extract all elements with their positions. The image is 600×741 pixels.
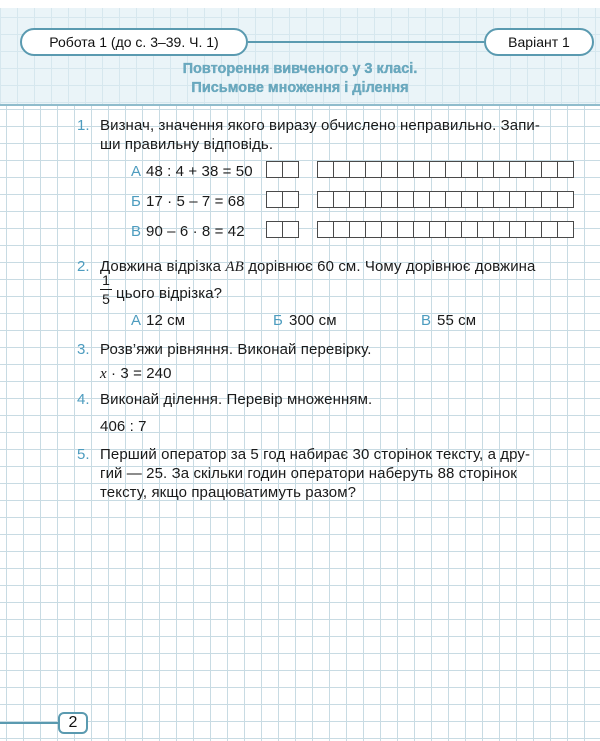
task-number: 2. <box>77 258 90 275</box>
answer-checkbox[interactable] <box>266 191 298 208</box>
task-text-line2: гий — 25. За скільки годин оператори наберуть 88 сторінок <box>100 465 517 482</box>
option-expression: 48 : 4 + 38 = 50 <box>146 163 253 180</box>
answer-cells[interactable] <box>317 161 573 178</box>
fraction-numerator: 1 <box>102 272 110 288</box>
task-number: 4. <box>77 391 90 408</box>
task-text-line1: Розв’яжи рівняння. Виконай перевірку. <box>100 341 372 358</box>
variant-label: Варіант 1 <box>484 28 594 56</box>
option-expression: 17 · 5 – 7 = 68 <box>146 193 245 210</box>
task-text-line1: Довжина відрізка AB дорівнює 60 см. Чому дорівнює довжина <box>100 258 536 275</box>
option-letter[interactable]: Б <box>273 312 283 329</box>
footer-line <box>0 722 58 724</box>
page-number: 2 <box>58 712 88 734</box>
task-text-line2: цього відрізка? <box>116 285 223 302</box>
equation: x · 3 = 240 <box>100 365 172 382</box>
option-letter[interactable]: В <box>421 312 432 329</box>
answer-cells[interactable] <box>317 191 573 208</box>
segment-name: AB <box>225 259 244 275</box>
answer-checkbox[interactable] <box>266 161 298 178</box>
option-value[interactable]: 300 см <box>289 312 337 329</box>
option-value[interactable]: 55 см <box>437 312 477 329</box>
task-text-line1: Перший оператор за 5 год набирає 30 сторінок тексту, а дру- <box>100 446 531 463</box>
option-value[interactable]: 12 см <box>146 312 186 329</box>
work-label: Робота 1 (до с. 3–39. Ч. 1) <box>20 28 248 56</box>
division-expression: 406 : 7 <box>100 418 147 435</box>
section-title-line2: Письмове множення і ділення <box>191 80 409 96</box>
option-letter[interactable]: А <box>131 312 142 329</box>
task-number: 1. <box>77 117 90 134</box>
option-letter: В <box>131 223 142 240</box>
answer-cells[interactable] <box>317 221 573 238</box>
section-title-line1: Повторення вивченого у 3 класі. <box>182 61 418 77</box>
option-expression: 90 – 6 · 8 = 42 <box>146 223 245 240</box>
fraction-denominator: 5 <box>102 291 110 307</box>
task-text-line1: Визнач, значення якого виразу обчислено неправильно. Запи- <box>100 117 541 134</box>
task-text-line3: тексту, якщо працюватимуть разом? <box>100 484 357 501</box>
task-number: 3. <box>77 341 90 358</box>
answer-checkbox[interactable] <box>266 221 298 238</box>
fraction <box>100 272 112 307</box>
task-text-line1: Виконай ділення. Перевір множенням. <box>100 391 373 408</box>
top-margin <box>0 0 600 8</box>
task-number: 5. <box>77 446 90 463</box>
header-connector-line <box>248 41 484 43</box>
task-text-line2: ши правильну відповідь. <box>100 136 274 153</box>
header-divider <box>0 104 600 106</box>
option-letter: А <box>131 163 142 180</box>
option-letter: Б <box>131 193 141 210</box>
